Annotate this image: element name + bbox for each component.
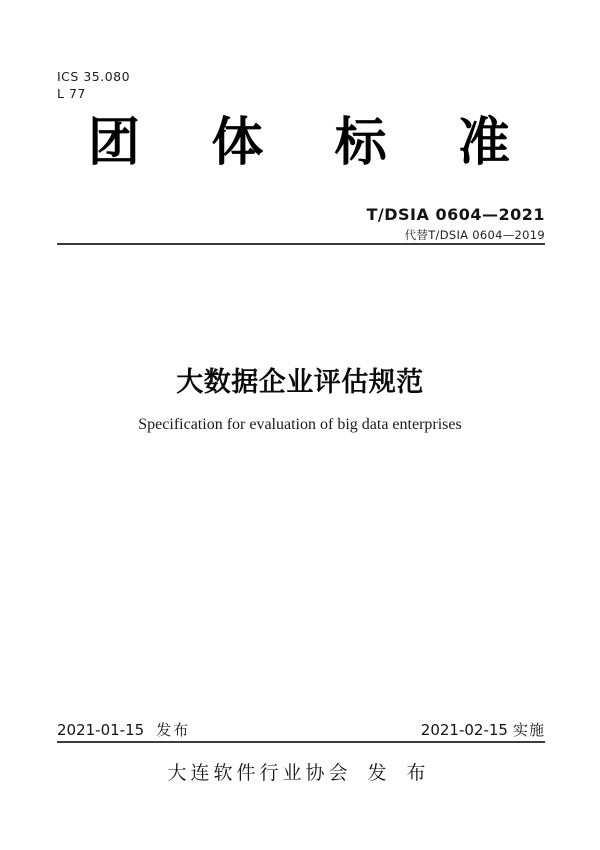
classification-code: L 77	[57, 86, 86, 101]
implement-date: 2021-02-15	[420, 721, 508, 739]
standard-type-char: 标	[334, 113, 387, 173]
document-title-chinese: 大数据企业评估规范	[176, 367, 424, 398]
ics-code: ICS 35.080	[57, 69, 131, 84]
footer-rule	[57, 741, 545, 743]
standard-number: T/DSIA 0604—2021	[366, 205, 545, 224]
standard-type-char: 体	[211, 113, 264, 173]
issue-date: 2021-01-15	[57, 721, 145, 739]
header-rule	[57, 243, 545, 245]
issue-label: 发布	[156, 721, 191, 739]
document-title-english: Specification for evaluation of big data enterprises	[138, 416, 462, 433]
publish-label: 发 布	[367, 762, 433, 784]
implement-date-line	[421, 719, 545, 740]
standard-type-title	[88, 112, 510, 174]
standard-type-char: 准	[457, 113, 510, 173]
replaces-note: 代替T/DSIA 0604—2019	[404, 228, 545, 242]
issue-date-line	[57, 719, 190, 740]
standard-type-char: 团	[88, 113, 141, 173]
publisher-name: 大连软件行业协会	[167, 762, 352, 784]
ics-block	[57, 68, 130, 102]
publisher-line	[0, 758, 600, 785]
implement-label: 实施	[512, 721, 545, 739]
footer-dates	[57, 719, 545, 740]
